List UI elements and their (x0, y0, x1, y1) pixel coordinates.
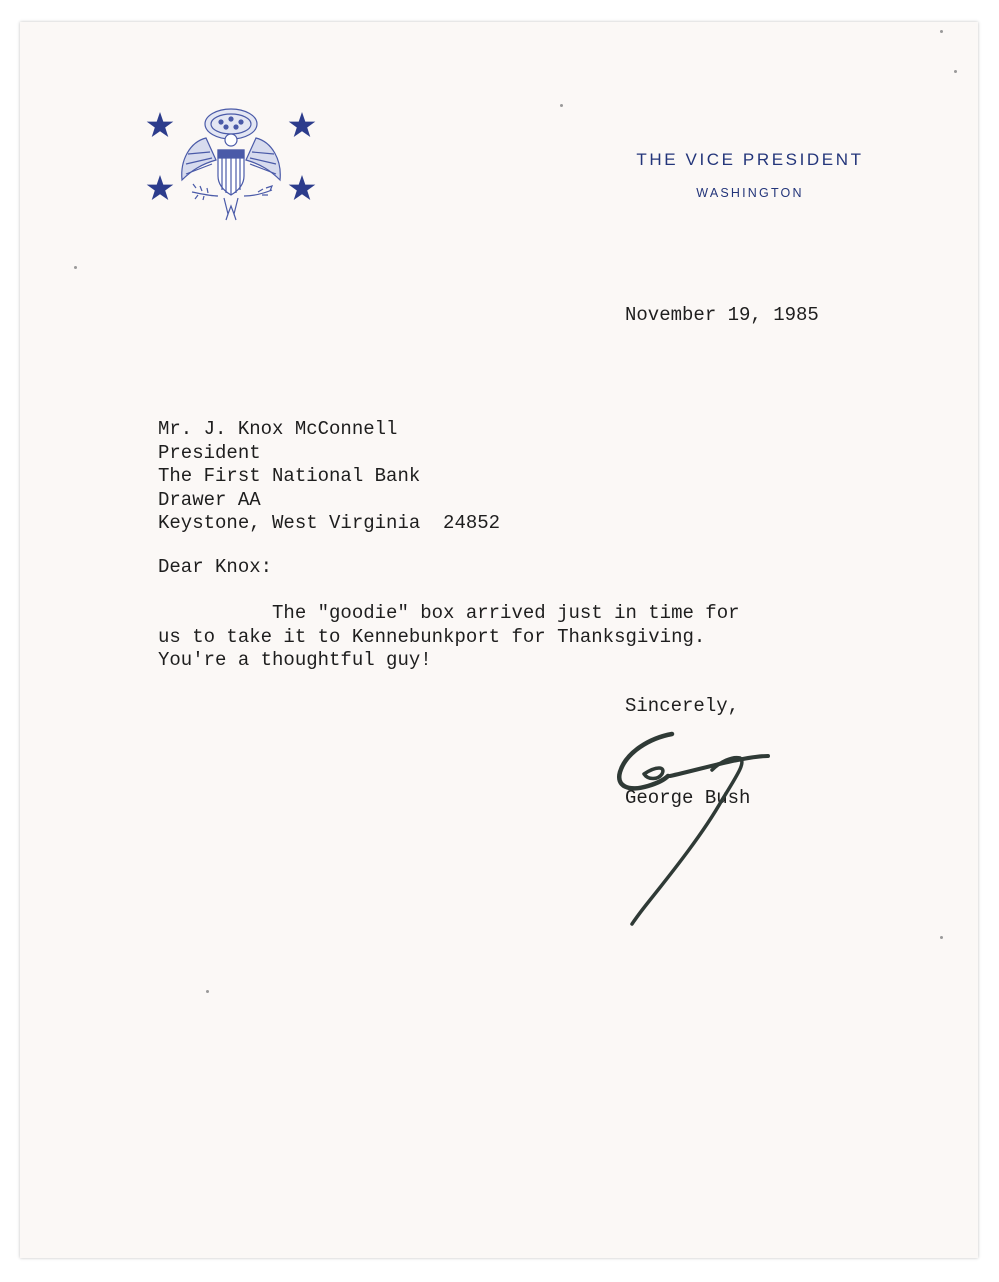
letter-body (158, 602, 740, 673)
body-line: The "goodie" box arrived just in time for (158, 602, 740, 624)
paper-speck (954, 70, 957, 73)
paper-speck (206, 990, 209, 993)
recipient-street: Drawer AA (158, 488, 261, 511)
paper-speck (74, 266, 77, 269)
recipient-city: Keystone, West Virginia 24852 (158, 512, 501, 534)
recipient-title: President (158, 441, 261, 464)
star-icon (147, 112, 174, 137)
paper-speck (560, 104, 563, 107)
letter-date: November 19, 1985 (625, 304, 819, 326)
paper-speck (940, 936, 943, 939)
vice-presidential-seal-icon (146, 100, 316, 230)
letter-sheet (20, 22, 978, 1258)
recipient-name: Mr. J. Knox McConnell (158, 418, 398, 440)
star-icon (147, 175, 174, 200)
star-icon (289, 175, 316, 200)
body-line: You're a thoughtful guy! (158, 649, 432, 671)
body-line: us to take it to Kennebunkport for Thanksgiving. (158, 625, 706, 648)
letterhead-location: WASHINGTON (696, 186, 804, 200)
star-icon (289, 112, 316, 137)
salutation: Dear Knox: (158, 556, 273, 578)
paper-speck (940, 30, 943, 33)
recipient-address (158, 418, 500, 536)
letterhead-title: THE VICE PRESIDENT (636, 150, 864, 169)
handwritten-signature (600, 722, 790, 932)
recipient-organization: The First National Bank (158, 465, 421, 487)
closing: Sincerely, (625, 695, 740, 717)
typed-signature-name: George Bush (625, 787, 751, 809)
